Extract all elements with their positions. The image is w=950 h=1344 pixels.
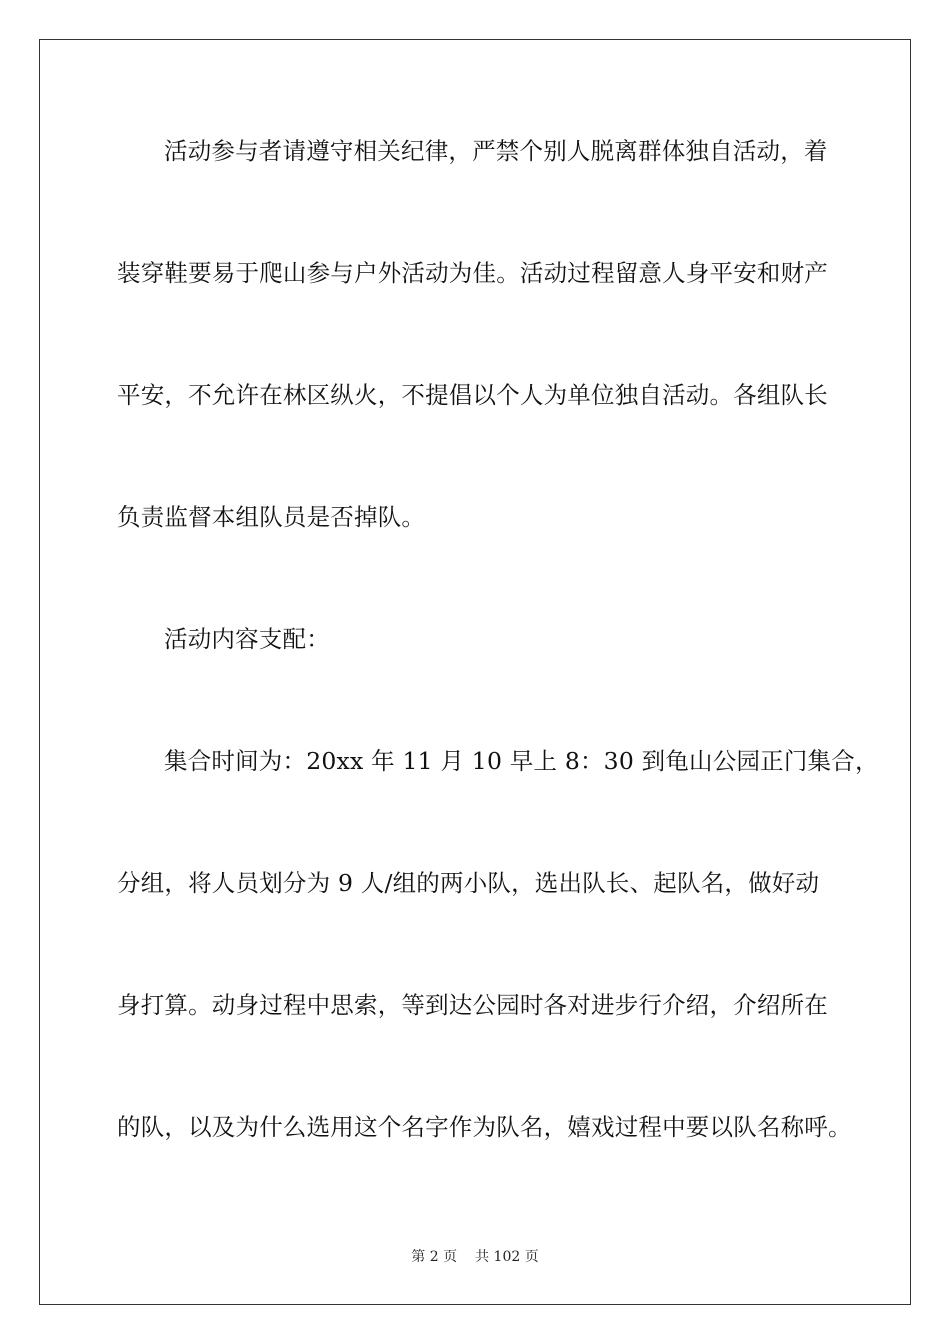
paragraph-line: 活动参与者请遵守相关纪律，严禁个别人脱离群体独自活动，着 <box>164 137 828 165</box>
page-total: 共 102 页 <box>475 1249 539 1265</box>
paragraph-line: 身打算。动身过程中思索，等到达公园时各对进步行介绍，介绍所在 <box>117 991 828 1019</box>
paragraph-line: 装穿鞋要易于爬山参与户外活动为佳。活动过程留意人身平安和财产 <box>117 259 828 287</box>
paragraph-line: 平安，不允许在林区纵火，不提倡以个人为单位独自活动。各组队长 <box>117 381 828 409</box>
section-heading: 活动内容支配： <box>164 625 330 653</box>
page-number: 第 2 页 <box>411 1249 458 1265</box>
paragraph-line: 的队，以及为什么选用这个名字作为队名，嬉戏过程中要以队名称呼。 <box>117 1113 852 1141</box>
paragraph-line: 集合时间为：20xx 年 11 月 10 早上 8：30 到龟山公园正门集合， <box>164 747 879 775</box>
page-footer <box>0 1248 950 1266</box>
paragraph-line: 负责监督本组队员是否掉队。 <box>117 503 426 531</box>
paragraph-line: 分组，将人员划分为 9 人/组的两小队，选出队长、起队名，做好动 <box>117 869 820 897</box>
